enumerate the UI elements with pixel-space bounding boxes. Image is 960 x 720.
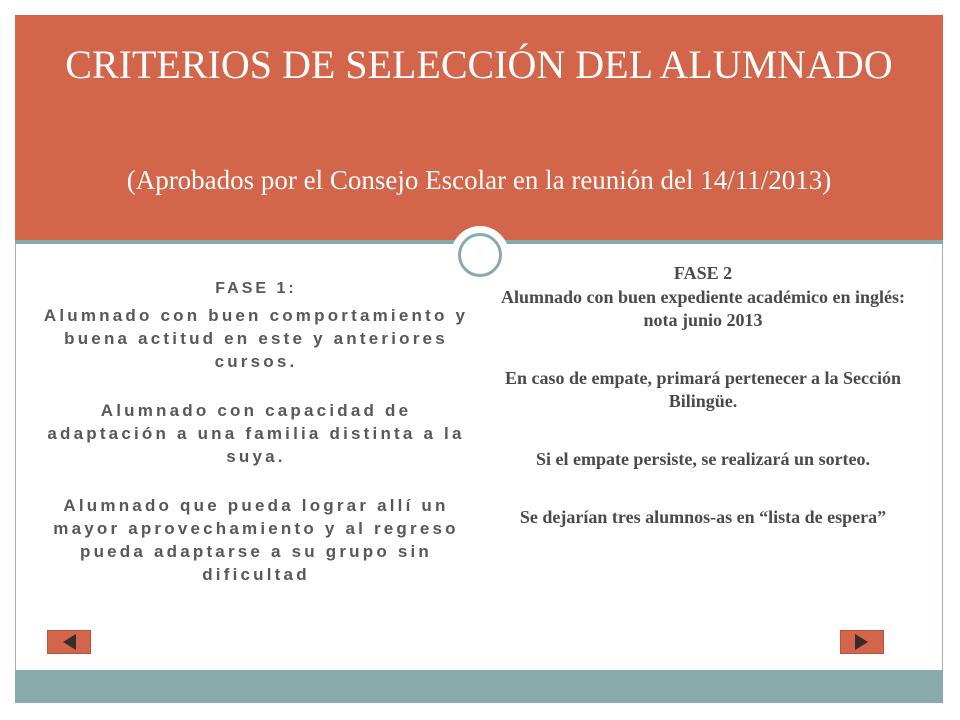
slide-title: CRITERIOS DE SELECCIÓN DEL ALUMNADO bbox=[65, 42, 893, 87]
phase-1-column bbox=[40, 277, 472, 612]
triangle-right-icon bbox=[841, 631, 883, 653]
previous-slide-button[interactable] bbox=[47, 630, 91, 654]
phase-1-criterion: Alumnado que pueda lograr allí un mayor aprovechamiento y al regreso pueda adaptarse a su grupo sin dificultad bbox=[53, 496, 459, 584]
triangle-left-icon bbox=[48, 631, 90, 653]
slide-subtitle: (Aprobados por el Consejo Escolar en la reunión del 14/11/2013) bbox=[126, 165, 832, 195]
phase-2-label: FASE 2 bbox=[673, 263, 733, 283]
phase-1-criterion: Alumnado con buen comportamiento y buena actitud en este y anteriores cursos. bbox=[43, 306, 469, 371]
phase-2-criterion: Alumnado con buen expediente académico en inglés: nota junio 2013 bbox=[500, 287, 905, 330]
phase-1-criterion: Alumnado con capacidad de adaptación a una familia distinta a la suya. bbox=[47, 401, 465, 466]
phase-2-criterion: En caso de empate, primará pertenecer a la Sección Bilingüe. bbox=[504, 368, 902, 411]
phase-2-criterion: Si el empate persiste, se realizará un sorteo. bbox=[535, 449, 871, 469]
title-banner bbox=[15, 15, 943, 240]
next-slide-button[interactable] bbox=[840, 630, 884, 654]
phase-2-column bbox=[488, 262, 918, 564]
phase-1-label: FASE 1: bbox=[215, 280, 297, 297]
phase-2-criterion: Se dejarían tres alumnos-as en “lista de espera” bbox=[519, 507, 887, 527]
footer-bar bbox=[15, 670, 943, 703]
